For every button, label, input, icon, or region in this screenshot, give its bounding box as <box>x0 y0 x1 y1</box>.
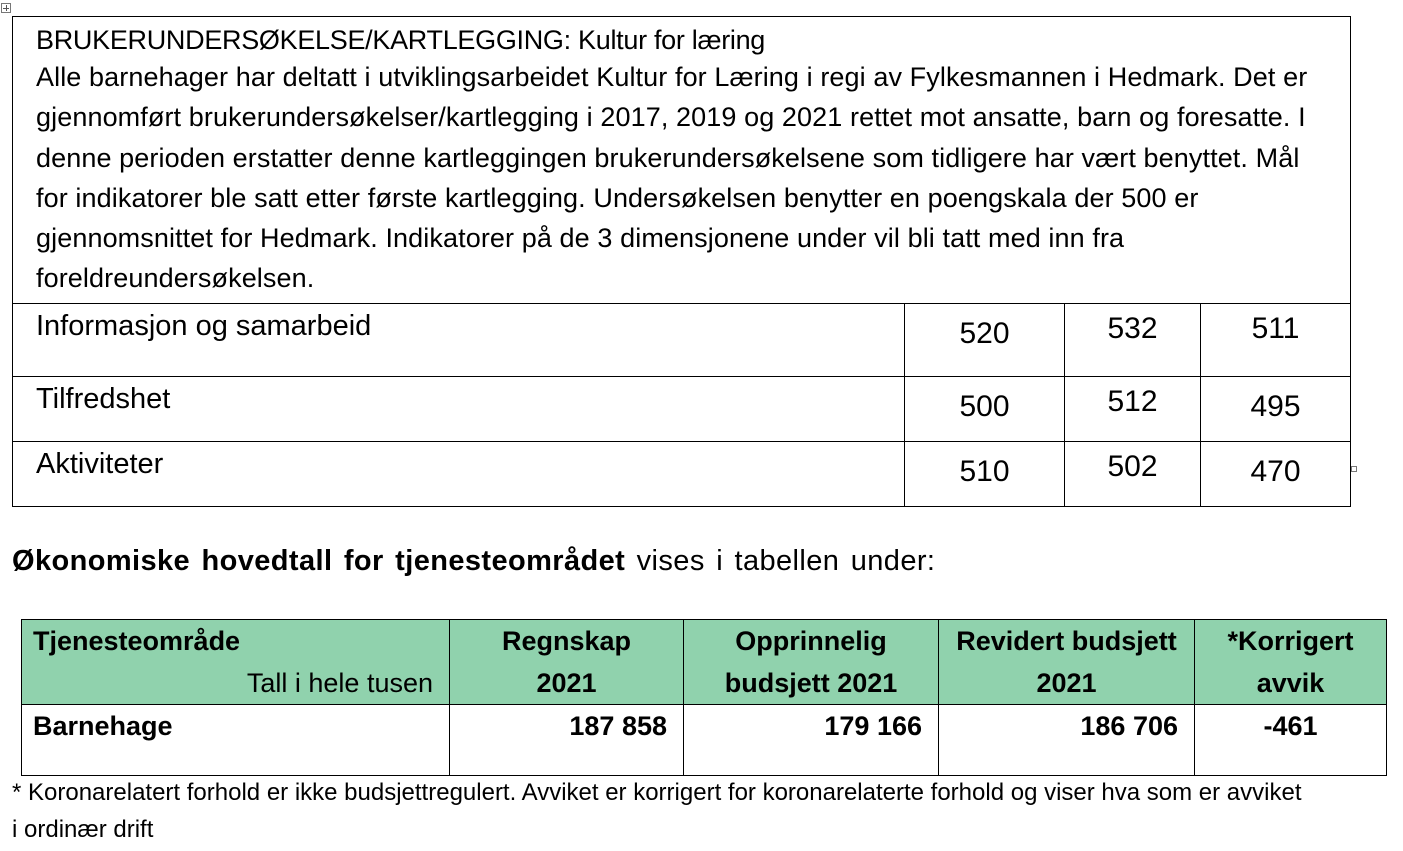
indicator-value: 510 <box>905 441 1065 506</box>
header-label: avvik <box>1256 668 1325 698</box>
table-resize-handle[interactable] <box>1351 466 1357 472</box>
avvik-value: -461 <box>1195 705 1387 776</box>
header-sublabel: Tall i hele tusen <box>246 668 433 698</box>
economy-heading-rest: vises i tabellen under: <box>625 545 936 577</box>
header-label: Tjenesteområde <box>33 626 241 656</box>
economy-heading <box>12 545 935 578</box>
header-label: *Korrigert <box>1227 626 1354 656</box>
header-label: 2021 <box>536 668 597 698</box>
header-label: Regnskap <box>501 626 632 656</box>
indicator-value: 512 <box>1065 376 1201 441</box>
regnskap-value: 187 858 <box>450 705 684 776</box>
indicator-value: 520 <box>905 303 1065 376</box>
header-tjenesteomrade <box>22 620 450 705</box>
footnote: * Koronarelatert forhold er ikke budsjettregulert. Avviket er korrigert for koronarelaterte forhold og viser hva som er avviket i ordinær drift <box>12 779 1302 843</box>
indicator-value: 500 <box>905 376 1065 441</box>
table-row <box>13 441 1351 506</box>
header-label: Revidert budsjett <box>956 626 1177 656</box>
header-revidert <box>939 620 1195 705</box>
header-label: 2021 <box>1036 668 1097 698</box>
header-regnskap <box>450 620 684 705</box>
opprinnelig-value: 179 166 <box>684 705 939 776</box>
header-avvik <box>1195 620 1387 705</box>
budget-table <box>21 619 1387 776</box>
header-label: budsjett 2021 <box>724 668 898 698</box>
survey-heading: BRUKERUNDERSØKELSE/KARTLEGGING: Kultur for læring <box>36 25 766 55</box>
table-row <box>13 303 1351 376</box>
indicator-value: 502 <box>1065 441 1201 506</box>
indicator-value: 470 <box>1201 441 1351 506</box>
indicator-label: Aktiviteter <box>13 441 905 506</box>
header-label: Opprinnelig <box>735 626 887 656</box>
indicator-label: Informasjon og samarbeid <box>13 303 905 376</box>
table-row <box>22 705 1387 776</box>
indicator-value: 511 <box>1201 303 1351 376</box>
indicator-value: 532 <box>1065 303 1201 376</box>
table-move-handle[interactable] <box>1 3 11 13</box>
row-label: Barnehage <box>22 705 450 776</box>
survey-paragraph: Alle barnehager har deltatt i utviklingsarbeidet Kultur for Læring i regi av Fylkesmannen i Hedmark. Det er gjennomført brukerundersøkelser/kartlegging i 2017, 2019 og 2021 rettet mot ansatte, barn og foresatte. I denne perioden erstatter denne kartleggingen brukerundersøkelsene som tidligere har vært benyttet. Mål for indikatorer ble satt etter første kartlegging. Undersøkelsen benytter en poengskala der 500 er gjennomsnittet for Hedmark. Indikatorer på de 3 dimensjonene under vil bli tatt med inn fra foreldreundersøkelsen. <box>36 62 1308 294</box>
table-row <box>13 376 1351 441</box>
header-opprinnelig <box>684 620 939 705</box>
economy-heading-bold: Økonomiske hovedtall for tjenesteområdet <box>12 545 626 577</box>
revidert-value: 186 706 <box>939 705 1195 776</box>
indicator-label: Tilfredshet <box>13 376 905 441</box>
survey-table <box>12 16 1351 507</box>
indicator-value: 495 <box>1201 376 1351 441</box>
survey-intro-cell <box>13 17 1351 304</box>
budget-header-row <box>22 620 1387 705</box>
